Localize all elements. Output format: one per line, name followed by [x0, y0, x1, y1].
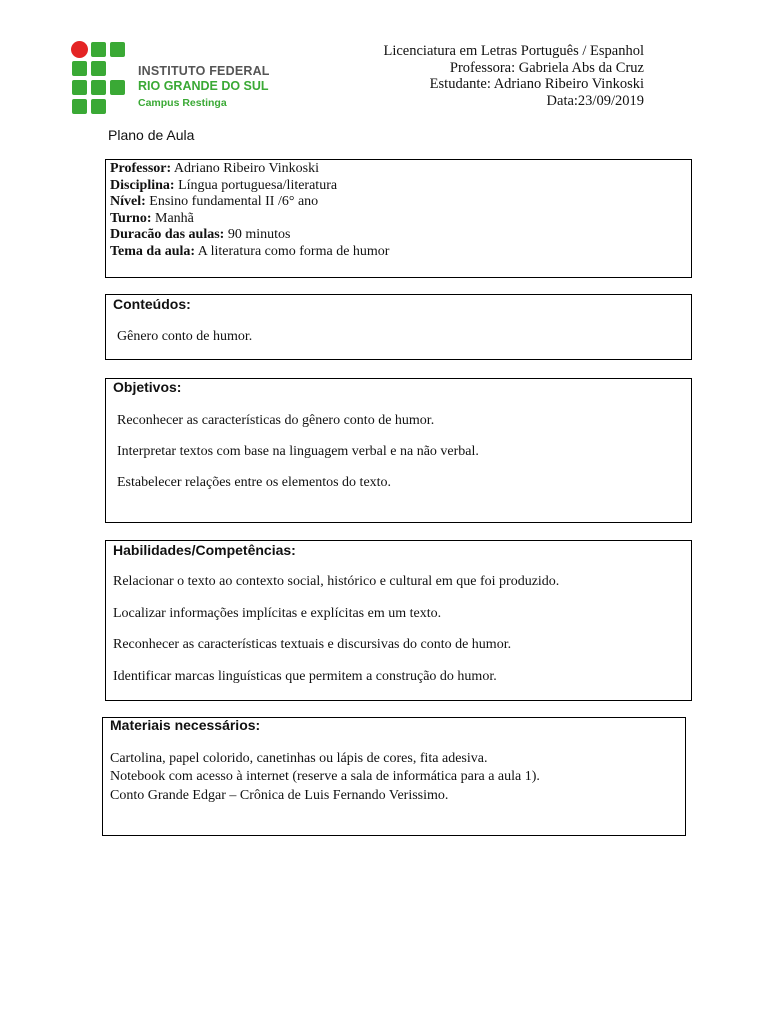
- logo-line-3: Campus Restinga: [138, 97, 227, 109]
- logo-red-dot: [71, 41, 88, 58]
- institution-logo: [72, 42, 272, 118]
- logo-grid-icon: [72, 42, 126, 114]
- info-row: Duracão das aulas: 90 minutos: [110, 227, 291, 242]
- list-item: Reconhecer as características textuais e discursivas do conto de humor.: [113, 637, 512, 652]
- list-item: Cartolina, papel colorido, canetinhas ou lápis de cores, fita adesiva.: [110, 751, 488, 766]
- objetivos-section: [105, 378, 692, 523]
- logo-line-2: RIO GRANDE DO SUL: [138, 79, 269, 93]
- logo-square: [72, 99, 87, 114]
- header-teacher: Professora: Gabriela Abs da Cruz: [449, 59, 644, 76]
- materiais-title: Materiais necessários:: [110, 717, 261, 733]
- logo-square: [72, 80, 87, 95]
- materiais-section: [102, 717, 686, 836]
- list-item: Relacionar o texto ao contexto social, histórico e cultural em que foi produzido.: [113, 574, 560, 589]
- list-item: Conto Grande Edgar – Crônica de Luis Fernando Verissimo.: [110, 788, 449, 803]
- info-row: Turno: Manhã: [110, 210, 194, 226]
- conteudos-section: [105, 294, 692, 360]
- logo-square: [110, 42, 125, 57]
- list-item: Gênero conto de humor.: [117, 329, 253, 344]
- header-student: Estudante: Adriano Ribeiro Vinkoski: [429, 76, 644, 92]
- objetivos-title: Objetivos:: [113, 379, 182, 395]
- list-item: Estabelecer relações entre os elementos do texto.: [117, 475, 392, 490]
- logo-square: [110, 80, 125, 95]
- logo-square: [91, 42, 106, 57]
- list-item: Identificar marcas linguísticas que permitem a construção do humor.: [113, 669, 497, 684]
- logo-line-1: INSTITUTO FEDERAL: [138, 64, 270, 78]
- header-info: [383, 43, 644, 109]
- list-item: Notebook com acesso à internet (reserve a sala de informática para a aula 1).: [110, 769, 540, 784]
- list-item: Reconhecer as características do gênero conto de humor.: [117, 413, 435, 428]
- conteudos-title: Conteúdos:: [113, 296, 191, 312]
- logo-square: [91, 99, 106, 114]
- list-item: Interpretar textos com base na linguagem verbal e na não verbal.: [117, 444, 479, 459]
- habilidades-section: [105, 540, 692, 701]
- info-row: Disciplina: Língua portuguesa/literatura: [110, 177, 338, 193]
- logo-square: [91, 61, 106, 76]
- logo-text: [138, 64, 270, 110]
- info-row: Tema da aula: A literatura como forma de humor: [110, 243, 390, 259]
- header-course: Licenciatura em Letras Português / Espanhol: [383, 43, 644, 59]
- info-row: Professor: Adriano Ribeiro Vinkoski: [110, 161, 320, 176]
- logo-square: [91, 80, 106, 95]
- info-box: [105, 159, 692, 278]
- info-row: Nível: Ensino fundamental II /6° ano: [110, 194, 319, 209]
- page-title: Plano de Aula: [108, 127, 195, 143]
- habilidades-title: Habilidades/Competências:: [113, 542, 296, 558]
- list-item: Localizar informações implícitas e explícitas em um texto.: [113, 606, 442, 621]
- header-date: Data:23/09/2019: [546, 92, 644, 109]
- logo-square: [72, 61, 87, 76]
